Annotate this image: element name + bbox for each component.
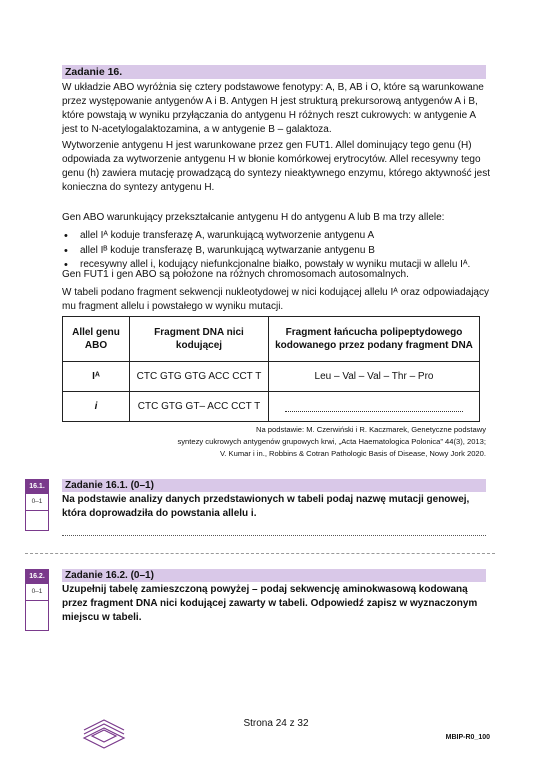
task-16-paragraph-2: Wytworzenie antygenu H jest warunkowane przez gen FUT1. Allel dominujący tego genu (H) odpowiada za wytworzenie antygenu H w błonie komórkowej erytrocytów. Allel recesywny tego genu (h) zawiera mutację prowadzącą do syntezy nieaktywnego enzymu, którego aktywność jest konieczna do syntezy antygenu H. <box>62 140 490 193</box>
task-16-2-title: Zadanie 16.2. (0–1) <box>62 569 486 582</box>
task-16-1-title: Zadanie 16.1. (0–1) <box>62 479 486 492</box>
peptide-cell: Leu – Val – Val – Thr – Pro <box>269 362 480 392</box>
table-row <box>63 392 480 422</box>
allele-list-item: • recesywny allel i, kodujący niefunkcjonalne białko, powstały w wyniku mutacji w allelu Iᴬ. <box>62 258 490 273</box>
allele-list <box>62 229 490 273</box>
dna-sequence-table <box>62 316 480 422</box>
task-number-badge: 16.2. <box>26 570 48 584</box>
source-line: V. Kumar i in., Robbins & Cotran Pathologic Basis of Disease, Nowy Jork 2020. <box>219 449 486 458</box>
table-row <box>63 362 480 392</box>
header-allele: Allel genu ABO <box>63 317 130 362</box>
points-label: 0–1 <box>26 494 48 511</box>
source-line: Na podstawie: M. Czerwiński i R. Kaczmarek, Genetyczne podstawy <box>255 425 486 434</box>
task-16-paragraph-1: W układzie ABO wyróżnia się cztery podstawowe fenotypy: A, B, AB i O, które są warunkowane przez występowanie antygenów A i B. Antygen H jest strukturą prekursorową antygenów A i B, które powstają w wyniku przyłączania do antygenu H różnych reszt cukrowych: w antygenie A jest to N-acetylogalaktozamina, a w antygenie B – galaktoza. <box>62 82 484 135</box>
source-citation <box>106 424 486 460</box>
dna-cell: CTC GTG GT– ACC CCT T <box>130 392 269 422</box>
task-16-2-text: Uzupełnij tabelę zamieszczoną powyżej – podaj sekwencję aminokwasową kodowaną przez fragment DNA nici kodującej zawarty w tabeli. Odpowiedź zapisz w wyznaczonym miejscu w tabeli. <box>62 584 478 623</box>
dna-cell: CTC GTG GTG ACC CCT T <box>130 362 269 392</box>
task-number-badge: 16.1. <box>26 480 48 494</box>
allele-cell: Iᴬ <box>63 362 130 392</box>
peptide-answer-field[interactable] <box>269 392 480 422</box>
task-16-1-answer-line[interactable] <box>62 533 486 536</box>
task-16-paragraph-4: Gen FUT1 i gen ABO są położone na różnych chromosomach autosomalnych. <box>62 269 409 280</box>
task-16-paragraph-5: W tabeli podano fragment sekwencji nukleotydowej w nici kodującej allelu Iᴬ oraz odpowiadający mu fragment allelu i powstałego w wyniku mutacji. <box>62 287 489 312</box>
page-number: Strona 24 z 32 <box>243 718 309 729</box>
table-header-row <box>63 317 480 362</box>
task-16-title: Zadanie 16. <box>62 65 486 79</box>
allele-list-item: • allel Iᴮ koduje transferazę B, warunkującą wytwarzanie antygenu B <box>62 244 490 259</box>
exam-code: MBIP-R0_100 <box>445 734 490 741</box>
allele-cell: i <box>63 392 130 422</box>
header-peptide: Fragment łańcucha polipeptydowego kodowanego przez podany fragment DNA <box>269 317 480 362</box>
points-label: 0–1 <box>26 584 48 601</box>
answer-dotted-line <box>285 399 463 412</box>
source-line: syntezy cukrowych antygenów grupowych krwi, „Acta Haematologica Polonica” 44(3), 2013; <box>177 437 486 446</box>
task-16-1-score-box <box>25 479 49 531</box>
header-dna: Fragment DNA nici kodującej <box>130 317 269 362</box>
section-separator <box>25 553 495 554</box>
task-16-paragraph-3: Gen ABO warunkujący przekształcanie antygenu H do antygenu A lub B ma trzy allele: <box>62 212 445 223</box>
task-16-2-score-box <box>25 569 49 631</box>
allele-list-item: • allel Iᴬ koduje transferazę A, warunkującą wytworzenie antygenu A <box>62 229 490 244</box>
task-16-1-text: Na podstawie analizy danych przedstawionych w tabeli podaj nazwę mutacji genowej, która doprowadziła do powstania allelu i. <box>62 494 470 519</box>
